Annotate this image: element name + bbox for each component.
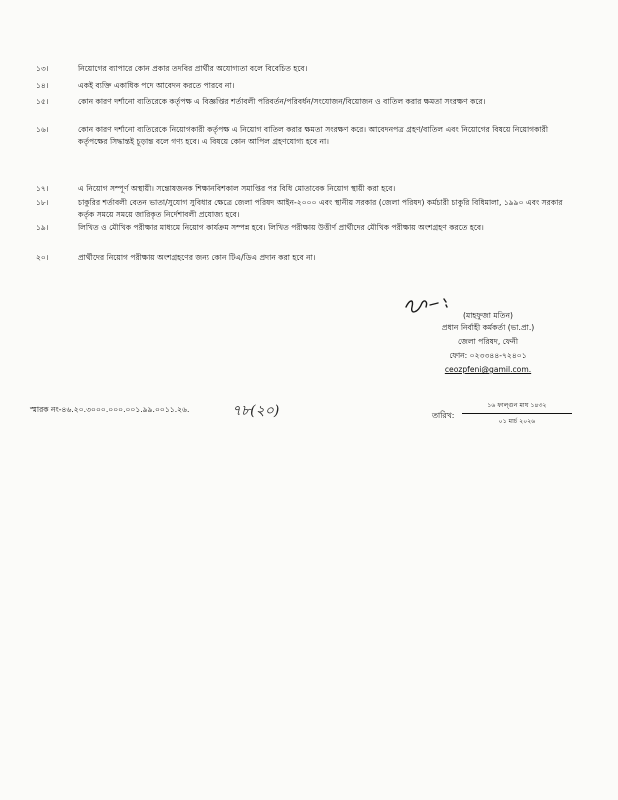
clause-text: নিয়োগের ব্যাপারে কোন প্রকার তদবির প্রার্থীর অযোগ্যতা বলে বিবেচিত হবে। <box>78 64 308 73</box>
clause-text: চাকুরির শর্তাবলী বেতন ভাতা/সুযোগ সুবিধার ক্ষেত্রে জেলা পরিষদ আইন-২০০০ এবং স্থানীয় সরকার (জেলা পরিষদ) কর্মচারী চাকুরি বিধিমালা, ১৯৯০ এবং সরকার কর্তৃক সময়ে সময়ে জারিকৃত নির্দেশাবলী প্রযোজ্য হবে। <box>78 198 563 219</box>
clause-text: কোন কারণ দর্শানো ব্যতিরেকে নিয়োগকারী কর্তৃপক্ষ এ নিয়োগ বাতিল করার ক্ষমতা সংরক্ষণ করে। আবেদনপত্র গ্রহণ/বাতিল এবং নিয়োগের বিষয়ে নিয়োগকারী কর্তৃপক্ষের সিদ্ধান্তই চূড়ান্ত বলে গণ্য হবে। এ বিষয়ে কোন আপিল গ্রহণযোগ্য হবে না। <box>78 125 549 146</box>
date-english: ০১ মার্চ ২০২৬ <box>498 418 536 425</box>
clause-text: কোন কারণ দর্শানো ব্যতিরেকে কর্তৃপক্ষ এ বিজ্ঞপ্তির শর্তাবলী পরিবর্তন/পরিবর্ধন/সংযোজন/বিয়োজন ও বাতিল করার ক্ষমতা সংরক্ষণ করে। <box>78 97 486 106</box>
handwritten-number-text: ৭৮(২০) <box>232 403 280 419</box>
clause-number: ১৭। <box>36 184 49 193</box>
email-text: ceozpfeni@gamil.com. <box>444 365 532 374</box>
signatory-email <box>388 364 588 376</box>
clause-text: এ নিয়োগ সম্পূর্ণ অস্থায়ী। সন্তোষজনক শিক্ষানবিশকাল সমাপ্তির পর বিধি মোতাবেক নিয়োগ স্থায়ী করা হবে। <box>78 184 396 193</box>
clause-text: একই ব্যক্তি একাধিক পদে আবেদন করতে পারবে না। <box>78 81 235 90</box>
clause-number: ১৫। <box>36 97 49 106</box>
clause-number: ১৯। <box>36 223 49 232</box>
date-block <box>462 400 572 427</box>
clause-number: ১৬। <box>36 125 49 134</box>
clause-text: লিখিত ও মৌখিক পরীক্ষার মাধ্যমে নিয়োগ কার্যক্রম সম্পন্ন হবে। লিখিত পরীক্ষায় উত্তীর্ণ প্রার্থীদের মৌখিক পরীক্ষায় অংশগ্রহণ করতে হবে। <box>78 223 484 232</box>
memo-reference: স্মারক নং-৪৬.২০.৩০০০.০০০.০০১.৯৯.০০১১.২৬. <box>30 405 190 414</box>
handwritten-number-drawing <box>230 398 282 420</box>
clause-text: প্রার্থীদের নিয়োগ পরীক্ষায় অংশগ্রহণের জন্য কোন টিএ/ডিএ প্রদান করা হবে না। <box>78 253 316 262</box>
signatory-phone: ফোন: ০২৩৩৪৪-৭২৪০১ <box>449 351 527 360</box>
clause-number: ২০। <box>36 253 49 262</box>
signatory-designation: প্রধান নির্বাহী কর্মকর্তা (ভা.প্রা.) <box>441 323 535 332</box>
date-label: তারিখ: <box>432 411 455 420</box>
clause-number: ১৩। <box>36 64 49 73</box>
signatory-office: জেলা পরিষদ, ফেনী <box>458 337 518 346</box>
clause-number: ১৮। <box>36 198 49 207</box>
clause-number: ১৪। <box>36 81 49 90</box>
date-bangla: ১৬ ফাল্গুন মাঘ ১৪৩২ <box>462 400 572 414</box>
handwritten-number <box>230 398 282 420</box>
signatory-name: (মাহফুজা মতিন) <box>463 311 513 320</box>
